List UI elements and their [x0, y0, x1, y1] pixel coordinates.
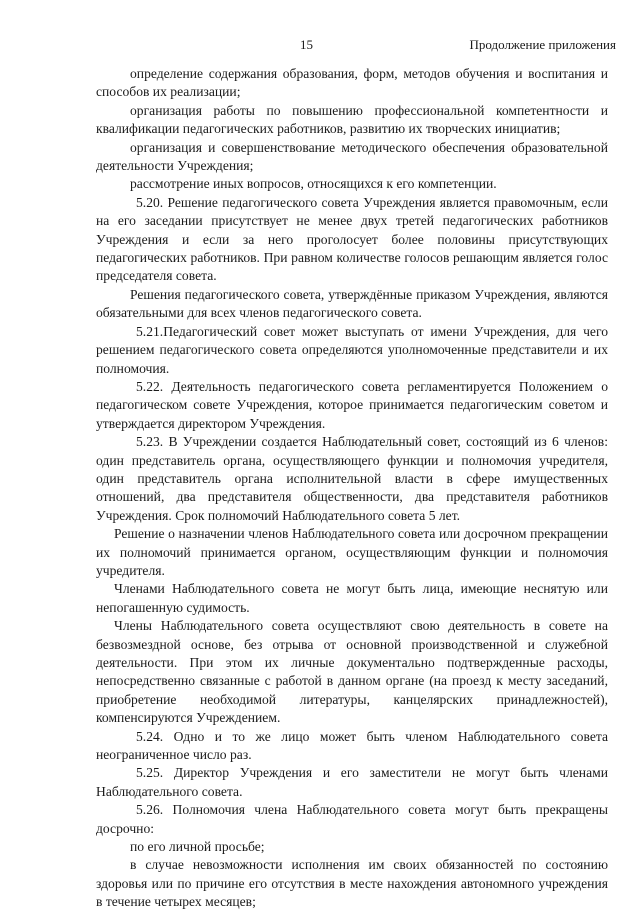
paragraph-5-23: 5.23. В Учреждении создается Наблюдательный совет, состоящий из 6 членов: один представитель органа, осуществляющего функции и полномочия учредителя, один представитель органа исполнительной власти в сфере имущественных отношений, два представителя общественности, два представителя работников Учреждения. Срок полномочий Наблюдательного совета 5 лет. — [96, 434, 608, 523]
list-item: в случае невозможности исполнения им своих обязанностей по состоянию здоровья или по причине его отсутствия в месте нахождения автономного учреждения в течение четырех месяцев; — [96, 857, 608, 910]
list-item: по его личной просьбе; — [130, 839, 265, 855]
paragraph: Членами Наблюдательного совета не могут быть лица, имеющие неснятую или непогашенную судимость. — [96, 581, 608, 615]
paragraph: рассмотрение иных вопросов, относящихся к его компетенции. — [130, 176, 497, 192]
paragraph: организация и совершенствование методического обеспечения образовательной деятельности Учреждения; — [96, 139, 608, 174]
paragraph-5-24: 5.24. Одно и то же лицо может быть членом Наблюдательного совета неограниченное число раз. — [96, 728, 608, 763]
paragraph-5-26: 5.26. Полномочия члена Наблюдательного совета могут быть прекращены досрочно: — [96, 802, 608, 836]
paragraph-5-20: 5.20. Решение педагогического совета Учреждения является правомочным, если на его заседании присутствует не менее двух третей педагогических работников Учреждения и если за него проголосует более половины присутствующих педагогических работников. При равном количестве голосов решающим является голос председателя совета. — [96, 194, 608, 284]
paragraph: Члены Наблюдательного совета осуществляют свою деятельность в совете на безвозмездной основе, без отрыва от основной производственной и служебной деятельности. При этом их личные документально подтвержденные расходы, непосредственно связанные с работой в данном органе (на проезд к месту заседаний, приобретение необходимой литературы, канцелярских принадлежностей), компенсируются Учреждением. — [96, 618, 608, 726]
paragraph: Решения педагогического совета, утверждённые приказом Учреждения, являются обязательными для всех членов педагогического совета. — [96, 286, 608, 321]
document-body — [96, 65, 608, 912]
page-number: 15 — [300, 37, 313, 52]
paragraph: Решение о назначении членов Наблюдательного совета или досрочном прекращении их полномочий принимается органом, осуществляющим функции и полномочия учредителя. — [96, 526, 608, 578]
paragraph-5-25: 5.25. Директор Учреждения и его заместители не могут быть членами Наблюдательного совета. — [96, 765, 608, 799]
paragraph: организация работы по повышению профессиональной компетентности и квалификации педагогических работников, развитию их творческих инициатив; — [96, 102, 608, 137]
running-title: Продолжение приложения — [469, 37, 616, 52]
paragraph-5-21: 5.21.Педагогический совет может выступать от имени Учреждения, для чего решением педагогического совета определяются уполномоченные представители и их полномочия. — [96, 323, 608, 376]
paragraph-5-22: 5.22. Деятельность педагогического совета регламентируется Положением о педагогическом совете Учреждения, которое принимается педагогическим советом и утверждается директором Учреждения. — [96, 378, 608, 431]
paragraph: определение содержания образования, форм, методов обучения и воспитания и способов их реализации; — [96, 66, 608, 100]
